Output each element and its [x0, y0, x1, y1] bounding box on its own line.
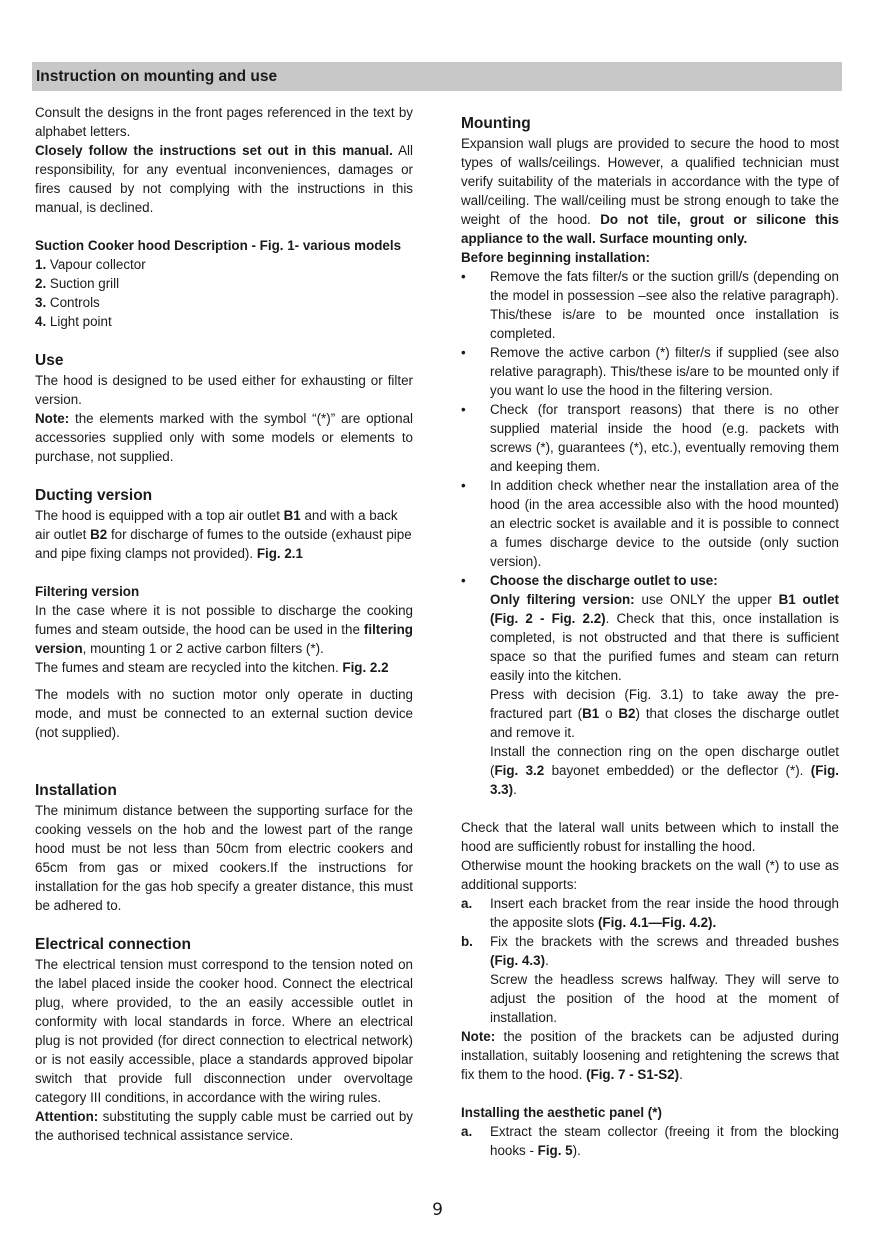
installation-heading: Installation [35, 782, 117, 799]
filtering-heading: Filtering version [35, 584, 140, 599]
mounting-text: Expansion wall plugs are provided to secure the hood to most types of walls/ceilings. However, a qualified technician must verify suitability of the materials in accordance with the type of wall/ceiling. The wall/ceiling must be strong enough to take the weight of the hood. Do not tile, grout or silicone this appliance to the wall. Surface mounting only. [461, 136, 839, 246]
aesthetic-heading: Installing the aesthetic panel (*) [461, 1105, 662, 1120]
bullet-item: • Choose the discharge outlet to use: Only filtering version: use ONLY the upper B1 outlet (Fig. 2 - Fig. 2.2). Check that this, once installation is completed, is not obstructed and that there is sufficient space so that the purified fumes and steam can return easily into the kitchen. Press with decision (Fig. 3.1) to take away the pre-fractured part (B1 o B2) that closes the discharge outlet and remove it. Install the connection ring on the open discharge outlet (Fig. 3.2 bayonet embedded) or the deflector (*). (Fig. 3.3). [461, 573, 840, 797]
use-text: The hood is designed to be used either for exhausting or filter version. Note: the elements marked with the symbol “(*)” are optional accessories supplied only with some models or elements to purchase, not supplied. [35, 373, 413, 464]
description-heading: Suction Cooker hood Description - Fig. 1- various models [35, 238, 402, 253]
list-item: 4. Light point [35, 314, 112, 329]
ducting-heading: Ducting version [35, 487, 153, 504]
bullet-icon: • [461, 478, 466, 493]
step-item: a. Extract the steam collector (freeing it from the blocking hooks - Fig. 5). [461, 1124, 839, 1158]
bullet-icon: • [461, 573, 466, 588]
right-column [461, 113, 839, 1160]
bullet-icon: • [461, 402, 466, 417]
models-text: The models with no suction motor only operate in ducting mode, and must be connected to an external suction device (not supplied). [35, 687, 413, 740]
discharge-heading: Choose the discharge outlet to use: [490, 573, 718, 588]
installation-text: The minimum distance between the supporting surface for the cooking vessels on the hob and the lowest part of the range hood must be not less than 50cm from electric cookers and 65cm from gas or mixed cookers.If the instructions for installation for the gas hob specify a greater distance, this must be adhered to. [35, 803, 413, 913]
before-heading: Before beginning installation: [461, 250, 650, 265]
left-column [35, 103, 413, 1145]
mounting-heading: Mounting [461, 115, 531, 132]
use-heading: Use [35, 352, 64, 369]
list-item: 1. Vapour collector [35, 257, 146, 272]
step-item: b. Fix the brackets with the screws and threaded bushes (Fig. 4.3). Screw the headless screws halfway. They will serve to adjust the position of the hood at the moment of installation. [461, 934, 839, 1025]
parts-list [35, 255, 413, 331]
bullet-icon: • [461, 345, 466, 360]
bullet-item: • In addition check whether near the installation area of the hood (in the area accessible also with the hood mounted) an electric socket is available and it is possible to connect a fumes discharge device to the outside (only suction version). [461, 478, 839, 569]
check-text: Check that the lateral wall units between which to install the hood are sufficiently robust for installing the hood. Otherwise mount the hooking brackets on the wall (*) to use as additional supports: [461, 820, 839, 892]
section-title: Instruction on mounting and use [36, 68, 278, 85]
electrical-heading: Electrical connection [35, 936, 191, 953]
bullet-item: • Remove the fats filter/s or the suction grill/s (depending on the model in possession –see also the relative paragraph). This/these is/are to be mounted once installation is completed. [461, 269, 839, 341]
bullet-icon: • [461, 269, 466, 284]
step-item: a. Insert each bracket from the rear inside the hood through the apposite slots (Fig. 4.1—Fig. 4.2). [461, 896, 839, 930]
list-item: 3. Controls [35, 295, 100, 310]
intro-text: Consult the designs in the front pages referenced in the text by alphabet letters. Closely follow the instructions set out in this manual. All responsibility, for any eventual inconveniences, damages or fires caused by not complying with the instructions in this manual, is declined. [35, 105, 413, 215]
filtering-text: In the case where it is not possible to discharge the cooking fumes and steam outside, the hood can be used in the filtering version, mounting 1 or 2 active carbon filters (*). The fumes and steam are recycled into the kitchen. Fig. 2.2 [35, 603, 413, 675]
bullet-item: • Check (for transport reasons) that there is no other supplied material inside the hood (e.g. packets with screws (*), guarantees (*), etc.), eventually removing them and keeping them. [461, 402, 839, 474]
list-item: 2. Suction grill [35, 276, 120, 291]
page-number: 9 [432, 1200, 443, 1220]
electrical-text: The electrical tension must correspond to the tension noted on the label placed inside the cooker hood. Connect the electrical plug, where provided, to the an easily accessible outlet in conformity with local standards in force. Where an electrical plug is not provided (for direct connection to electrical network) or is not easily accessible, place a standards approved bipolar switch that provide full disconnection under overvoltage category III conditions, in accordance with the wiring rules. Attention: substituting the supply cable must be carried out by the authorised technical assistance service. [35, 957, 413, 1143]
section-banner [32, 62, 842, 91]
note-text: Note: the position of the brackets can be adjusted during installation, suitably loosening and retightening the screws that fix them to the hood. (Fig. 7 - S1-S2). [461, 1029, 839, 1082]
ducting-text: The hood is equipped with a top air outlet B1 and with a back air outlet B2 for discharge of fumes to the outside (exhaust pipe and pipe fixing clamps not provided). Fig. 2.1 [35, 508, 412, 561]
bullet-item: • Remove the active carbon (*) filter/s if supplied (see also relative paragraph). This/these is/are to be mounted only if you want lo use the hood in the filtering version. [461, 345, 839, 398]
